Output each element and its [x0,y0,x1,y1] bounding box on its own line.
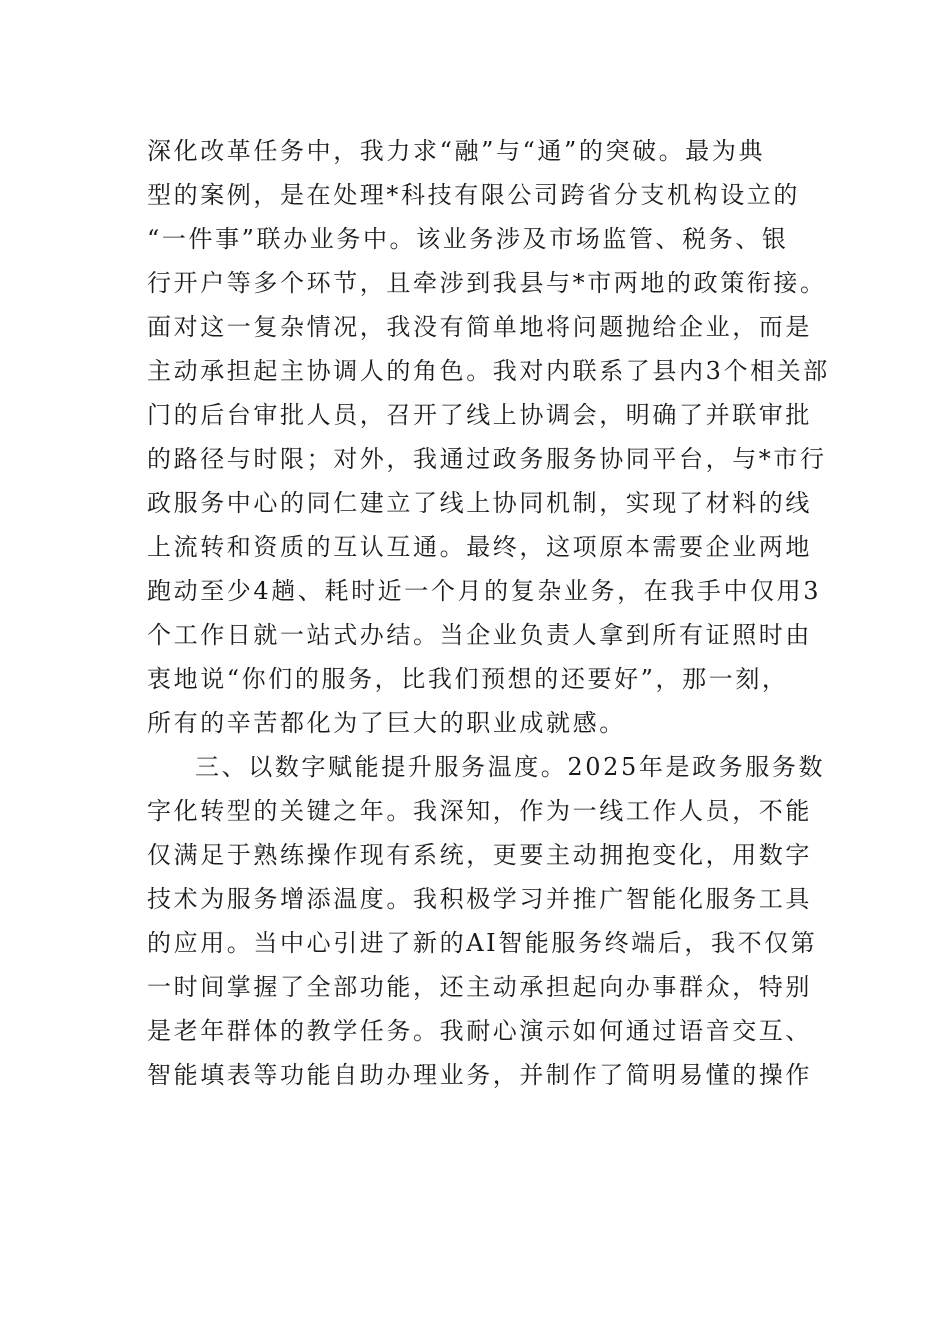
text-line: 一时间掌握了全部功能，还主动承担起向办事群众，特别 [147,973,812,1001]
text-line: 跑动至少4趟、耗时近一个月的复杂业务，在我手中仅用3 [147,577,822,605]
text-line: 衷地说“你们的服务，比我们预想的还要好”，那一刻， [147,665,789,693]
text-line: 技术为服务增添温度。我积极学习并推广智能化服务工具 [147,885,812,913]
text-line: 型的案例，是在处理*科技有限公司跨省分支机构设立的 [147,181,800,209]
text-line: 的应用。当中心引进了新的AI智能服务终端后，我不仅第 [147,929,818,957]
text-line: 行开户等多个环节，且牵涉到我县与*市两地的政策衔接。 [147,269,827,297]
body-text [147,129,830,1097]
section-heading-line: 三、以数字赋能提升服务温度。2025年是政务服务数 [195,753,826,781]
text-line: 的路径与时限；对外，我通过政务服务协同平台，与*市行 [147,445,827,473]
text-line: “一件事”联办业务中。该业务涉及市场监管、税务、银 [147,225,789,253]
text-line: 政服务中心的同仁建立了线上协同机制，实现了材料的线 [147,489,812,517]
text-line: 个工作日就一站式办结。当企业负责人拿到所有证照时由 [147,621,812,649]
text-line: 字化转型的关键之年。我深知，作为一线工作人员，不能 [147,797,812,825]
text-line: 是老年群体的教学任务。我耐心演示如何通过语音交互、 [147,1017,812,1045]
text-line: 门的后台审批人员，召开了线上协调会，明确了并联审批 [147,401,812,429]
text-line: 智能填表等功能自助办理业务，并制作了简明易懂的操作 [147,1061,812,1089]
text-line: 主动承担起主协调人的角色。我对内联系了县内3个相关部 [147,357,830,385]
text-line: 深化改革任务中，我力求“融”与“通”的突破。最为典 [147,137,766,165]
text-line: 面对这一复杂情况，我没有简单地将问题抛给企业，而是 [147,313,812,341]
text-line: 上流转和资质的互认互通。最终，这项原本需要企业两地 [147,533,812,561]
text-line: 所有的辛苦都化为了巨大的职业成就感。 [147,709,626,737]
text-line: 仅满足于熟练操作现有系统，更要主动拥抱变化，用数字 [147,841,812,869]
